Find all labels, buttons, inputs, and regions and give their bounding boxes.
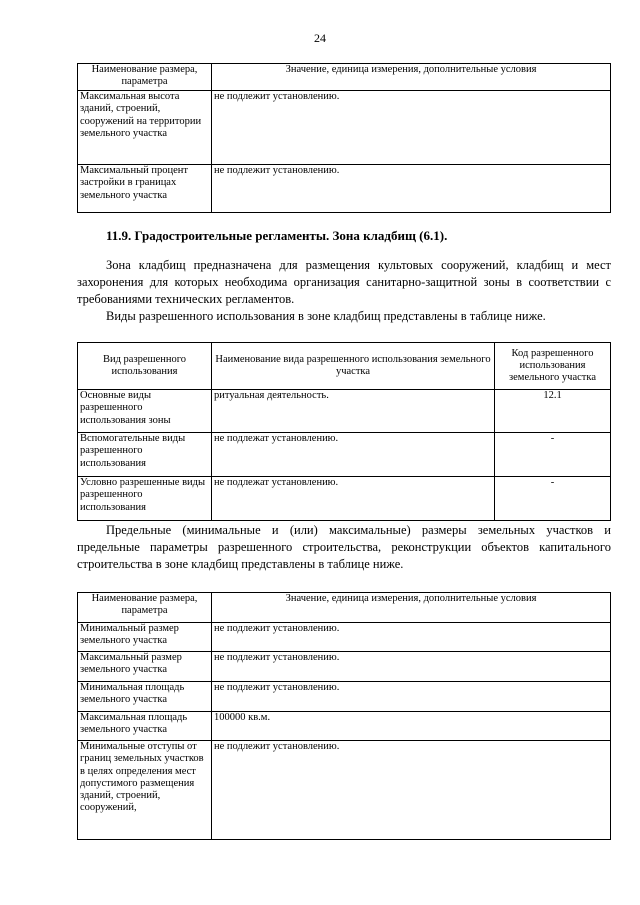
use-code-cell: - — [495, 433, 611, 477]
table-header-row — [78, 343, 611, 390]
table-row — [78, 682, 611, 712]
paragraph-text: Зона кладбищ предназначена для размещения культовых сооружений, кладбищ и мест захоронения для которых необходима организация санитарно-защитной зоны в соответствии с требованиями технических регламентов. — [77, 258, 611, 306]
table-row — [78, 712, 611, 741]
page-number: 24 — [314, 31, 326, 45]
use-type-cell: Вспомогательные виды разрешенного использования — [78, 433, 212, 477]
table-row — [78, 741, 611, 840]
table-row — [78, 390, 611, 433]
table-row — [78, 91, 611, 165]
param-name-cell: Минимальные отступы от границ земельных участков в целях определения мест допустимого размещения зданий, строений, сооружений, — [78, 741, 212, 840]
param-name-cell: Максимальная площадь земельного участка — [78, 712, 212, 741]
paragraph-text: Виды разрешенного использования в зоне кладбищ представлены в таблице ниже. — [106, 309, 546, 323]
table-row — [78, 477, 611, 521]
use-type-cell: Условно разрешенные виды разрешенного использования — [78, 477, 212, 521]
param-value-cell: не подлежит установлению. — [212, 652, 611, 682]
permitted-use-table — [77, 342, 611, 521]
param-name-cell: Максимальная высота зданий, строений, сооружений на территории земельного участка — [78, 91, 212, 165]
use-name-cell: не подлежат установлению. — [212, 433, 495, 477]
param-name-cell: Минимальный размер земельного участка — [78, 623, 212, 652]
param-value-cell: не подлежит установлению. — [212, 91, 611, 165]
use-name-cell: не подлежат установлению. — [212, 477, 495, 521]
parameters-table-2 — [77, 592, 611, 840]
parameters-table-1 — [77, 63, 611, 213]
param-value-cell: не подлежит установлению. — [212, 682, 611, 712]
header-cell: Наименование размера, параметра — [78, 64, 212, 91]
header-cell: Наименование размера, параметра — [78, 593, 212, 623]
header-cell: Значение, единица измерения, дополнительные условия — [212, 593, 611, 623]
use-type-cell: Основные виды разрешенного использования зоны — [78, 390, 212, 433]
header-cell: Вид разрешенного использования — [78, 343, 212, 390]
param-value-cell: не подлежит установлению. — [212, 165, 611, 213]
param-name-cell: Максимальный размер земельного участка — [78, 652, 212, 682]
table-header-row — [78, 64, 611, 91]
table-row — [78, 652, 611, 682]
param-value-cell: не подлежит установлению. — [212, 741, 611, 840]
paragraph-intro-table2 — [77, 308, 611, 325]
table-row — [78, 623, 611, 652]
param-value-cell: не подлежит установлению. — [212, 623, 611, 652]
paragraph-intro-table3 — [77, 522, 611, 573]
paragraph-text: Предельные (минимальные и (или) максимальные) размеры земельных участков и предельные параметры разрешенного строительства, реконструкции объектов капитального строительства в зоне кладбищ представлены в таблице ниже. — [77, 523, 611, 571]
param-name-cell: Минимальная площадь земельного участка — [78, 682, 212, 712]
header-cell: Код разрешенного использования земельного участка — [495, 343, 611, 390]
section-heading: 11.9. Градостроительные регламенты. Зона кладбищ (6.1). — [106, 228, 448, 243]
table-header-row — [78, 593, 611, 623]
param-value-cell: 100000 кв.м. — [212, 712, 611, 741]
use-name-cell: ритуальная деятельность. — [212, 390, 495, 433]
use-code-cell: 12.1 — [495, 390, 611, 433]
use-code-cell: - — [495, 477, 611, 521]
table-row — [78, 165, 611, 213]
paragraph-purpose — [77, 257, 611, 308]
header-cell: Наименование вида разрешенного использования земельного участка — [212, 343, 495, 390]
table-row — [78, 433, 611, 477]
header-cell: Значение, единица измерения, дополнительные условия — [212, 64, 611, 91]
param-name-cell: Максимальный процент застройки в границах земельного участка — [78, 165, 212, 213]
